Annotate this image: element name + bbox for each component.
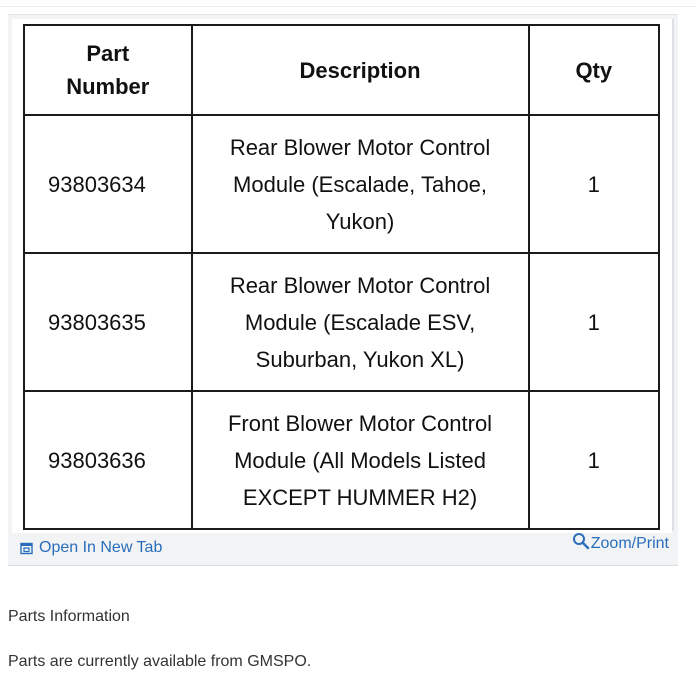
cell-qty: 1 <box>529 391 659 529</box>
image-viewer-frame <box>8 14 678 566</box>
table-row <box>24 391 659 529</box>
magnifier-icon <box>572 532 590 550</box>
header-description: Description <box>192 25 529 115</box>
table-row <box>24 253 659 391</box>
cell-description: Rear Blower Motor Control Module (Escalade ESV, Suburban, Yukon XL) <box>192 253 529 391</box>
body-paragraph: Parts are currently available from GMSPO. <box>8 653 312 670</box>
cell-part-number: 93803635 <box>24 253 192 391</box>
cell-description: Front Blower Motor Control Module (All Models Listed EXCEPT HUMMER H2) <box>192 391 529 529</box>
section-title: Parts Information <box>8 608 130 625</box>
table-header-row <box>24 25 659 115</box>
cell-qty: 1 <box>529 115 659 253</box>
zoom-print-label: Zoom/Print <box>590 535 669 552</box>
cell-part-number: 93803636 <box>24 391 192 529</box>
top-divider <box>0 6 696 7</box>
header-part-number: Part Number <box>24 25 192 115</box>
header-qty: Qty <box>529 25 659 115</box>
open-new-tab-icon <box>20 542 33 555</box>
table-image <box>12 19 672 533</box>
cell-part-number: 93803634 <box>24 115 192 253</box>
open-in-new-tab-link[interactable] <box>20 539 162 557</box>
parts-table <box>23 24 660 530</box>
cell-description: Rear Blower Motor Control Module (Escalade, Tahoe, Yukon) <box>192 115 529 253</box>
cell-qty: 1 <box>529 253 659 391</box>
open-in-new-tab-label: Open In New Tab <box>39 539 163 556</box>
zoom-print-link[interactable] <box>572 535 669 553</box>
table-row <box>24 115 659 253</box>
